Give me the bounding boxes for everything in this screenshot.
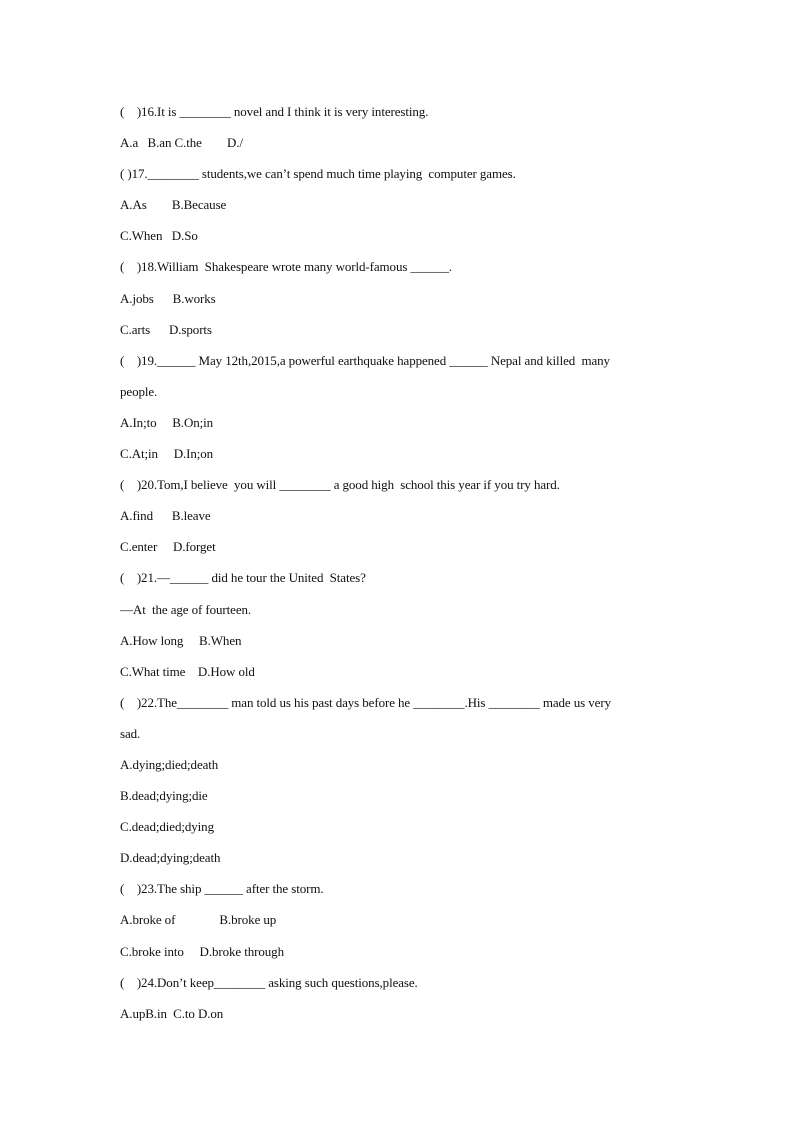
question-22-option-a: A.dying;died;death	[120, 756, 219, 772]
question-19-options-ab: A.In;to B.On;in	[120, 414, 214, 430]
question-16: ( )16.It is ________ novel and I think it is very interesting.	[120, 104, 429, 119]
question-21-options-ab: A.How long B.When	[120, 632, 242, 648]
question-22: ( )22.The________ man told us his past days before he ________.His ________ made us very	[120, 694, 611, 710]
question-17: ( )17.________ students,we can’t spend much time playing computer games.	[120, 166, 516, 182]
question-22-continued: sad.	[120, 725, 141, 741]
question-21-options-cd: C.What time D.How old	[120, 663, 255, 679]
question-23: ( )23.The ship ______ after the storm.	[120, 881, 324, 897]
question-22-option-b: B.dead;dying;die	[120, 788, 208, 804]
question-17-options-ab: A.As B.Because	[120, 197, 227, 213]
exercise-body	[120, 101, 680, 1034]
question-17-options-cd: C.When D.So	[120, 228, 198, 244]
question-19: ( )19.______ May 12th,2015,a powerful earthquake happened ______ Nepal and killed many	[120, 352, 610, 368]
question-21: ( )21.—______ did he tour the United States?	[120, 570, 366, 586]
question-23-options-cd: C.broke into D.broke through	[120, 943, 284, 959]
question-22-option-c: C.dead;died;dying	[120, 819, 214, 835]
question-23-options-ab: A.broke of B.broke up	[120, 912, 277, 928]
question-24-options: A.upB.in C.to D.on	[120, 1005, 224, 1021]
question-19-continued: people.	[120, 383, 158, 399]
question-22-option-d: D.dead;dying;death	[120, 850, 221, 866]
question-16-options: A.a B.an C.the D./	[120, 135, 243, 151]
question-19-options-cd: C.At;in D.In;on	[120, 446, 214, 462]
question-18-options-ab: A.jobs B.works	[120, 290, 216, 306]
question-21-reply: —At the age of fourteen.	[120, 601, 252, 617]
question-18: ( )18.William Shakespeare wrote many world-famous ______.	[120, 259, 453, 275]
question-24: ( )24.Don’t keep________ asking such questions,please.	[120, 974, 418, 990]
question-20-options-cd: C.enter D.forget	[120, 539, 216, 555]
question-20-options-ab: A.find B.leave	[120, 508, 211, 524]
question-20: ( )20.Tom,I believe you will ________ a good high school this year if you try hard.	[120, 477, 560, 493]
question-18-options-cd: C.arts D.sports	[120, 321, 212, 337]
